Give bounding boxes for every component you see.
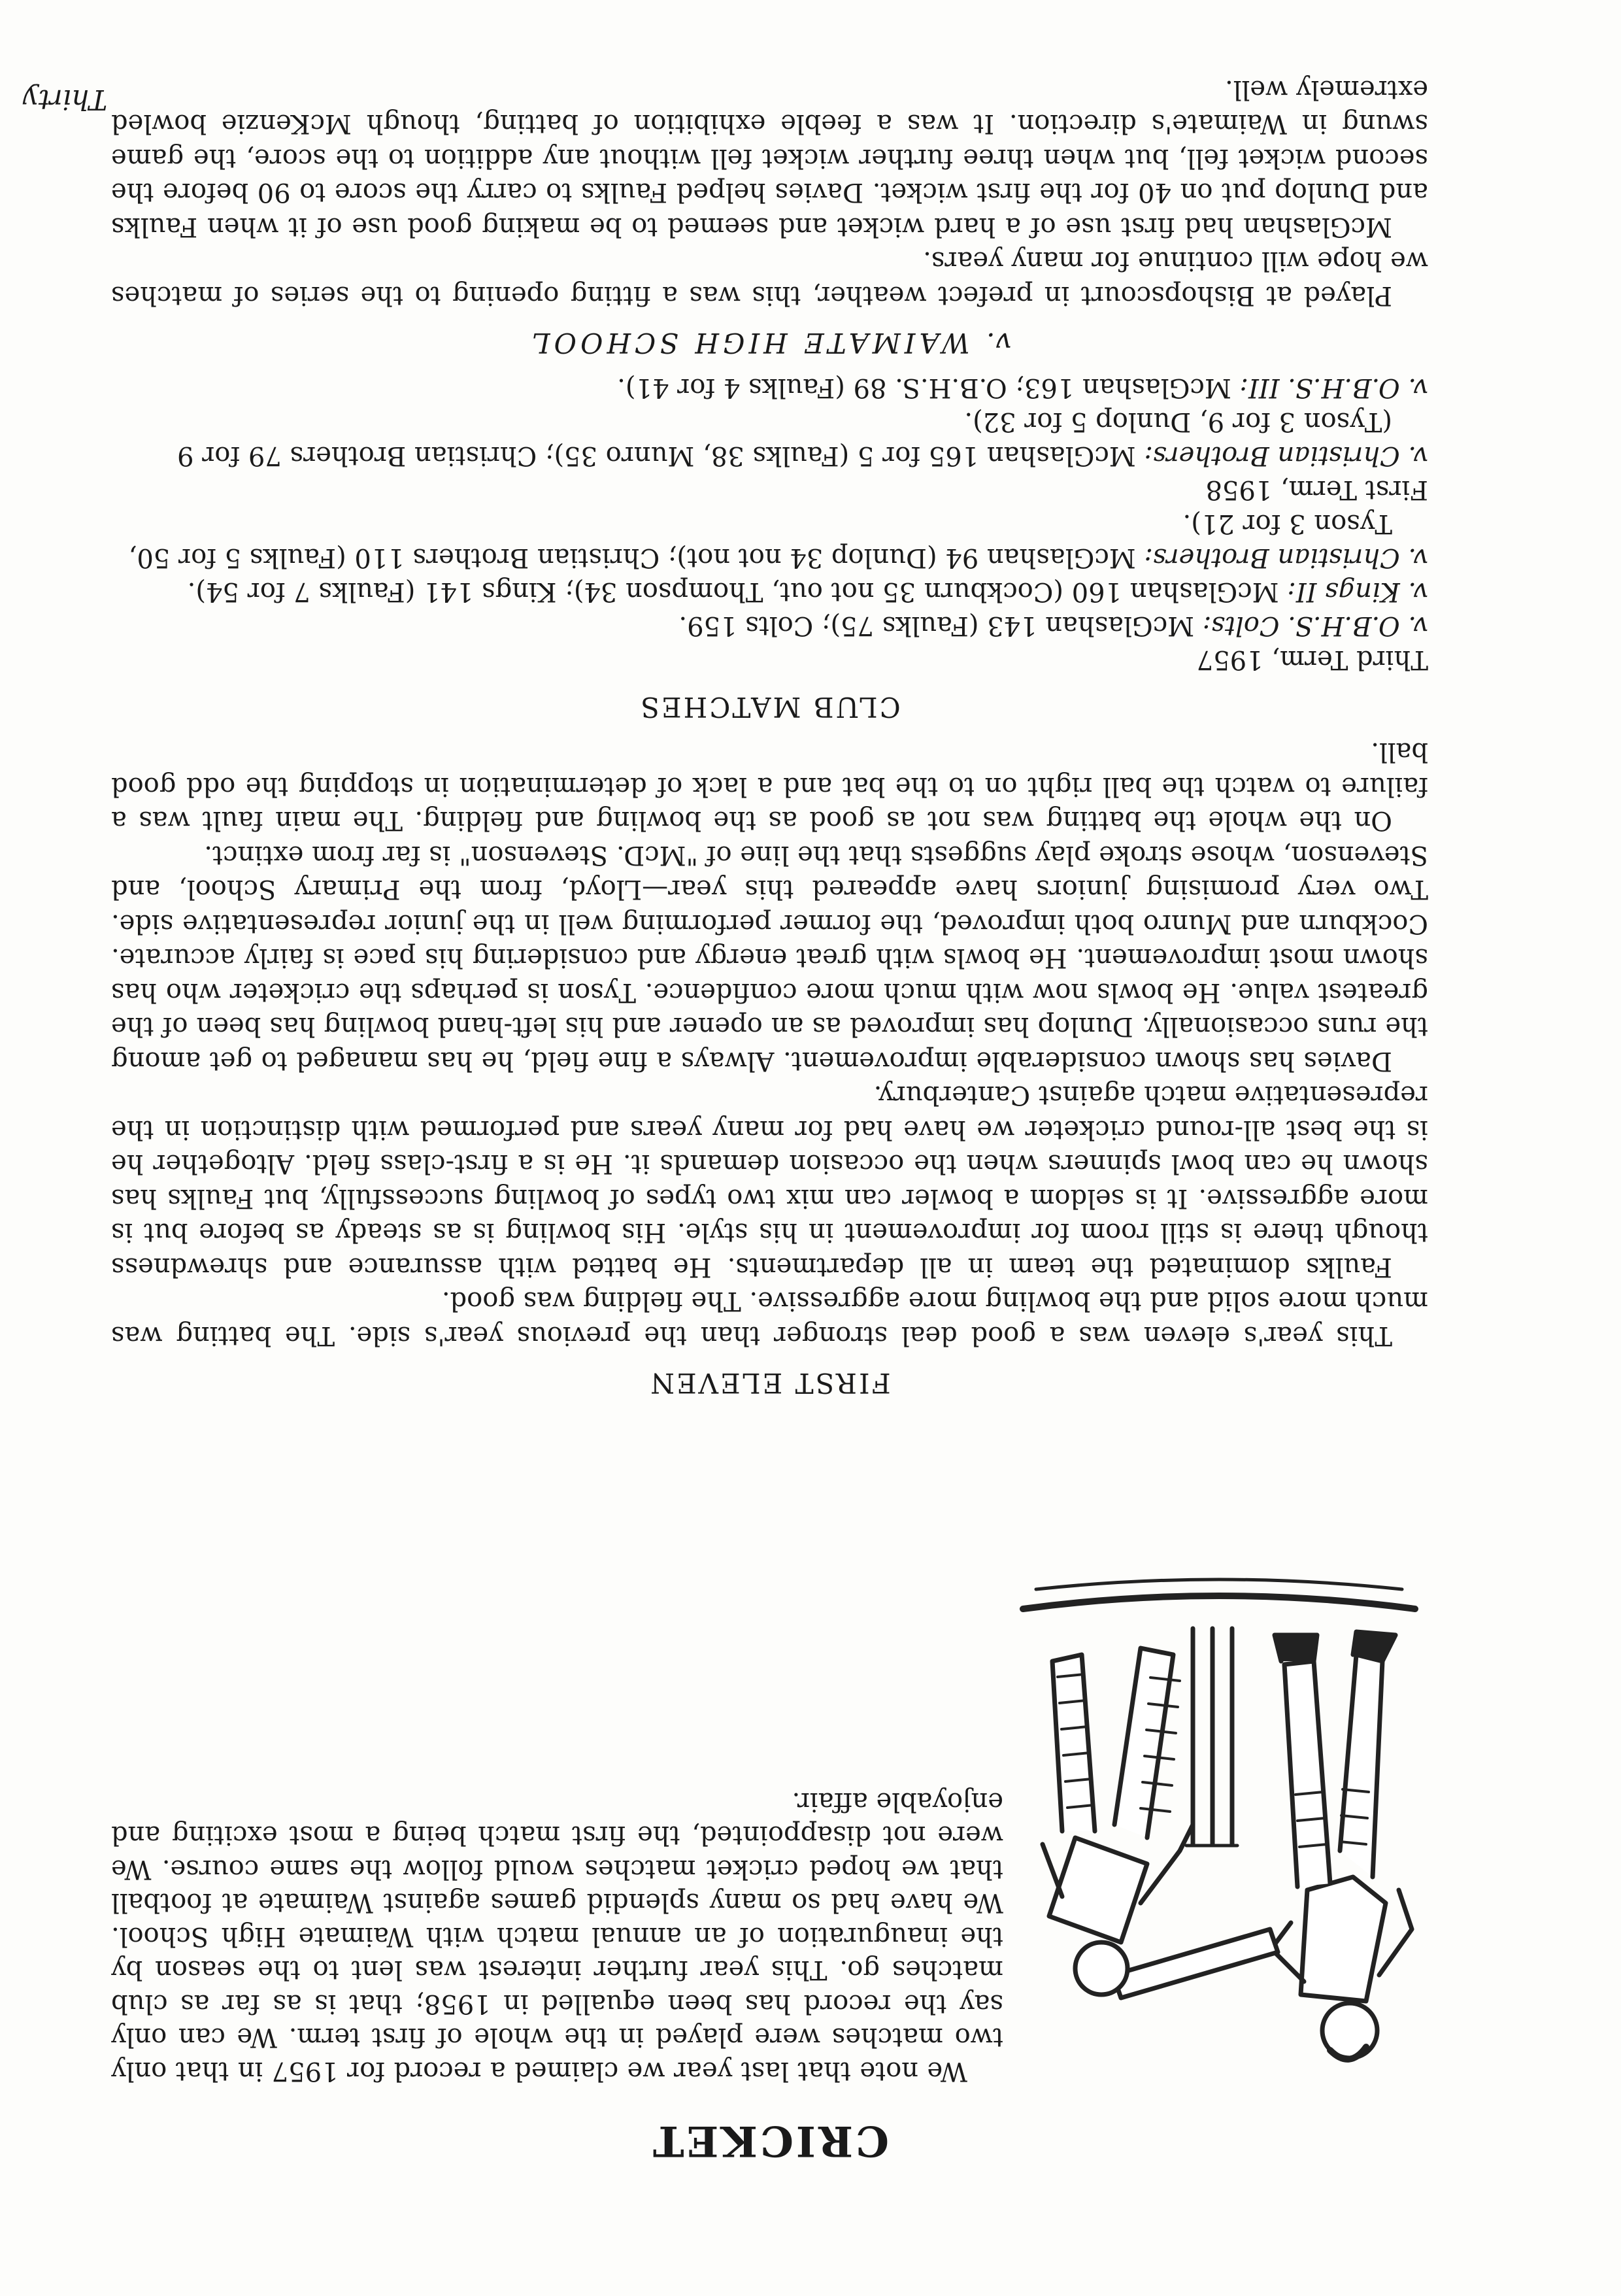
- waimate-para-2: McGlashan had first use of a hard wicket and seemed to be making good use of it when Faulks and Dunlop put on 40 for the first wicket. Davies helped Faulks to carry the score to 90 before the second wicket fell, but when three further wicket fell without any addition to the score, the game swung in Waimate's direction. It was a feeble exhibition of batting, though McKenzie bowled extremely well.: [111, 75, 1428, 242]
- text-column: [111, 73, 1428, 2166]
- match-result: [111, 575, 1428, 609]
- intro-section: [111, 1411, 1428, 2087]
- first-eleven-para-3: Davies has shown considerable improvement. Always a fine field, he has managed to get among the runs occasionally. Dunlop has improved as an opener and his left-hand bowling has been of the greatest value. He bowls now with much more confidence. Tyson is perhaps the cricketer who has shown most improvement. He bowls with great energy and considering his pace is fairly accurate. Cockburn and Munro both improved, the former performing well in the junior representative side. Two very promising juniors have appeared this year—Lloyd, from the Primary School, and Stevenson, whose stroke play suggests that the line of "McD. Stevenson" is far from extinct.: [111, 840, 1428, 1076]
- match-opponent: v. O.B.H.S. Colts:: [1202, 611, 1428, 641]
- match-opponent: v. Christian Brothers:: [1144, 441, 1428, 471]
- match-score: McGlashan 165 for 5 (Faulks 38, Munro 35); Christian Brothers 79 for 9 (Tyson 3 for 9, Dunlop 5 for 32).: [177, 407, 1392, 471]
- match-opponent: v. O.B.H.S. III:: [1239, 373, 1428, 403]
- match-opponent: v. Kings II:: [1287, 577, 1428, 607]
- intro-paragraph: We note that last year we claimed a record for 1957 in that only two matches were played in the whole of first term. We can only say the record has been equalled in 1958; that is as far as club matches go. This year further interest was lent to the season by the inauguration of an annual match with Waimate High School. We have had so many splendid games against Waimate at football that we hoped cricket matches would follow the same course. We were not disappointed, the first match being a most exciting and enjoyable affair.: [111, 1787, 1003, 2086]
- match-score: McGlashan 94 (Dunlop 34 not not); Christian Brothers 110 (Faulks 5 for 50, Tyson 3 for 21).: [128, 509, 1392, 573]
- first-eleven-para-4: On the whole the batting was not as good as the bowling and fielding. The main fault was a failure to watch the ball right on to the bat and a lack of determination in stopping the odd good ball.: [111, 737, 1428, 836]
- match-opponent: v. Christian Brothers:: [1144, 543, 1428, 573]
- first-eleven-heading: FIRST ELEVEN: [648, 1367, 891, 1399]
- first-eleven-para-2: Faulks dominated the team in all departments. He batted with assurance and shrewdness though there is still room for improvement in his style. His bowling is as steady as before but is more aggressive. It is seldom a bowler can mix two types of bowling successfully, but Faulks has shown he can bowl spinners when the occasion demands it. He is a first-class field. Altogether he is the best all-round cricketer we have had for many years and performed with distinction in the representative match against Canterbury.: [111, 1080, 1428, 1282]
- match-result: [111, 405, 1428, 473]
- term-label: Third Term, 1957: [1196, 645, 1428, 675]
- first-eleven-para-1: This year's eleven was a good deal stronger than the previous year's side. The batting was much more solid and the bowling more aggressive. The fielding was good.: [111, 1286, 1428, 1351]
- match-result: [111, 371, 1428, 405]
- page-number-label: Thirty: [23, 84, 108, 116]
- cricketers-illustration: [1020, 1439, 1428, 2093]
- match-result: [111, 609, 1428, 643]
- waimate-para-1: Played at Bishopscourt in prefect weather, this was a fitting opening to the series of matches we hope will continue for many years.: [111, 246, 1428, 311]
- match-score: McGlashan 160 (Cockburn 35 not out, Thompson 34); Kings 141 (Faulks 7 for 54).: [187, 577, 1288, 607]
- waimate-heading: v. WAIMATE HIGH SCHOOL: [527, 327, 1012, 359]
- term-label: First Term, 1958: [1205, 475, 1428, 505]
- match-score: McGlashan 163; O.B.H.S. 89 (Faulks 4 for 41).: [617, 373, 1240, 403]
- match-score: McGlashan 143 (Faulks 75); Colts 159.: [678, 611, 1203, 641]
- page-title: CRICKET: [650, 2116, 890, 2165]
- club-matches-heading: CLUB MATCHES: [639, 691, 901, 723]
- match-result: [111, 507, 1428, 575]
